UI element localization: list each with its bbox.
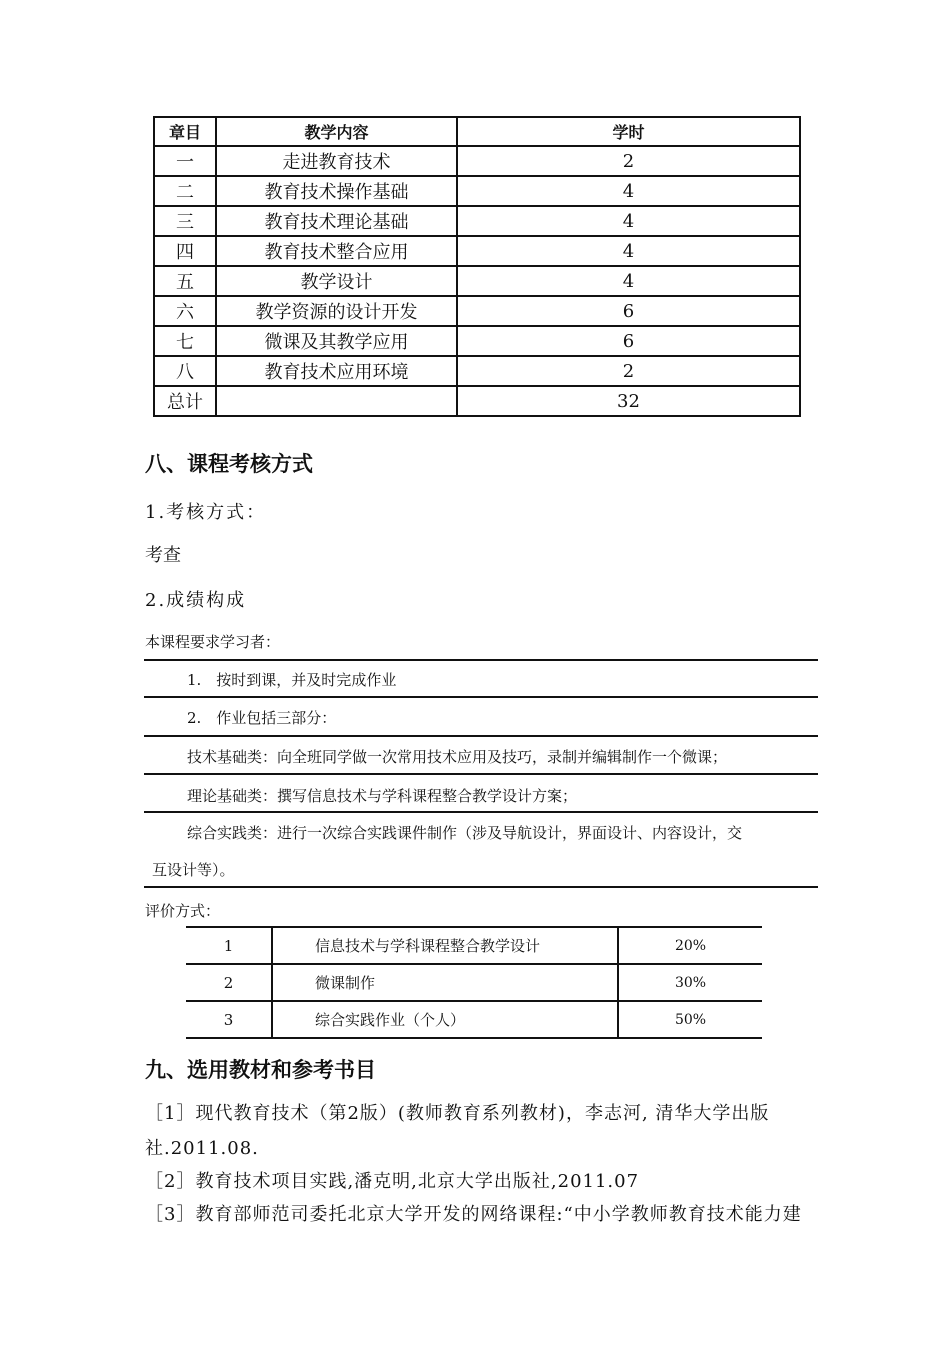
table-header-row	[154, 117, 800, 146]
divider	[144, 735, 818, 737]
content-cell: 走进教育技术	[216, 146, 457, 176]
table-row	[154, 356, 800, 386]
hours-cell: 32	[457, 386, 800, 416]
divider	[144, 696, 818, 698]
hours-cell: 2	[457, 356, 800, 386]
table-row	[154, 266, 800, 296]
table-row	[154, 296, 800, 326]
eval-weight-cell: 50%	[618, 1001, 762, 1038]
assessment-method-subheading: 1.考核方式：	[145, 502, 267, 523]
eval-item-cell: 微课制作	[272, 964, 618, 1001]
section-9-heading: 九、选用教材和参考书目	[145, 1058, 376, 1082]
chapter-cell: 一	[154, 146, 216, 176]
content-cell: 教学资源的设计开发	[216, 296, 457, 326]
chapter-cell: 三	[154, 206, 216, 236]
course-hours-table	[153, 116, 801, 417]
content-cell: 教育技术理论基础	[216, 206, 457, 236]
eval-item-cell: 信息技术与学科课程整合教学设计	[272, 927, 618, 964]
total-row	[154, 386, 800, 416]
grade-composition-subheading: 2.成绩构成	[145, 590, 247, 611]
requirement-item: 综合实践类：进行一次综合实践课件制作（涉及导航设计，界面设计、内容设计，交	[187, 824, 743, 842]
hours-cell: 4	[457, 266, 800, 296]
chapter-cell: 总计	[154, 386, 216, 416]
table-row	[186, 1001, 762, 1038]
chapter-cell: 六	[154, 296, 216, 326]
evaluation-label: 评价方式：	[145, 902, 221, 920]
table-row	[154, 146, 800, 176]
reference-item: ［1］现代教育技术（第2版）(教师教育系列教材)，李志河, 清华大学出版	[145, 1103, 770, 1124]
eval-number-cell: 3	[186, 1001, 272, 1038]
eval-item-cell: 综合实践作业（个人）	[272, 1001, 618, 1038]
content-cell: 教学设计	[216, 266, 457, 296]
divider	[144, 773, 818, 775]
eval-weight-cell: 20%	[618, 927, 762, 964]
hours-cell: 2	[457, 146, 800, 176]
hours-cell: 6	[457, 296, 800, 326]
reference-item-continued: 社.2011.08.	[145, 1138, 259, 1159]
content-cell: 教育技术操作基础	[216, 176, 457, 206]
divider	[144, 811, 818, 813]
table-row	[154, 326, 800, 356]
hours-cell: 6	[457, 326, 800, 356]
requirements-intro: 本课程要求学习者：	[145, 633, 281, 651]
column-header: 教学内容	[216, 117, 457, 146]
chapter-cell: 五	[154, 266, 216, 296]
chapter-cell: 二	[154, 176, 216, 206]
hours-cell: 4	[457, 206, 800, 236]
chapter-cell: 四	[154, 236, 216, 266]
evaluation-table	[186, 926, 762, 1039]
hours-cell: 4	[457, 176, 800, 206]
hours-cell: 4	[457, 236, 800, 266]
divider	[144, 886, 818, 888]
section-8-heading: 八、课程考核方式	[145, 452, 313, 476]
column-header: 章目	[154, 117, 216, 146]
table-row	[186, 927, 762, 964]
eval-number-cell: 2	[186, 964, 272, 1001]
requirement-item: 1. 按时到课，并及时完成作业	[187, 671, 397, 689]
chapter-cell: 八	[154, 356, 216, 386]
divider	[144, 659, 818, 661]
content-cell: 教育技术整合应用	[216, 236, 457, 266]
column-header: 学时	[457, 117, 800, 146]
requirement-item-continued: 互设计等）。	[152, 861, 235, 879]
requirement-item: 技术基础类：向全班同学做一次常用技术应用及技巧，录制并编辑制作一个微课；	[187, 748, 728, 766]
assessment-method-value: 考查	[145, 545, 181, 566]
requirement-item: 2. 作业包括三部分：	[187, 709, 337, 727]
table-row	[154, 236, 800, 266]
chapter-cell: 七	[154, 326, 216, 356]
reference-item: ［2］教育技术项目实践,潘克明,北京大学出版社,2011.07	[145, 1171, 640, 1192]
table-row	[186, 964, 762, 1001]
eval-weight-cell: 30%	[618, 964, 762, 1001]
content-cell: 教育技术应用环境	[216, 356, 457, 386]
table-row	[154, 206, 800, 236]
content-cell	[216, 386, 457, 416]
table-row	[154, 176, 800, 206]
reference-item: ［3］教育部师范司委托北京大学开发的网络课程:“中小学教师教育技术能力建	[145, 1204, 802, 1225]
requirement-item: 理论基础类：撰写信息技术与学科课程整合教学设计方案；	[187, 787, 578, 805]
eval-number-cell: 1	[186, 927, 272, 964]
content-cell: 微课及其教学应用	[216, 326, 457, 356]
